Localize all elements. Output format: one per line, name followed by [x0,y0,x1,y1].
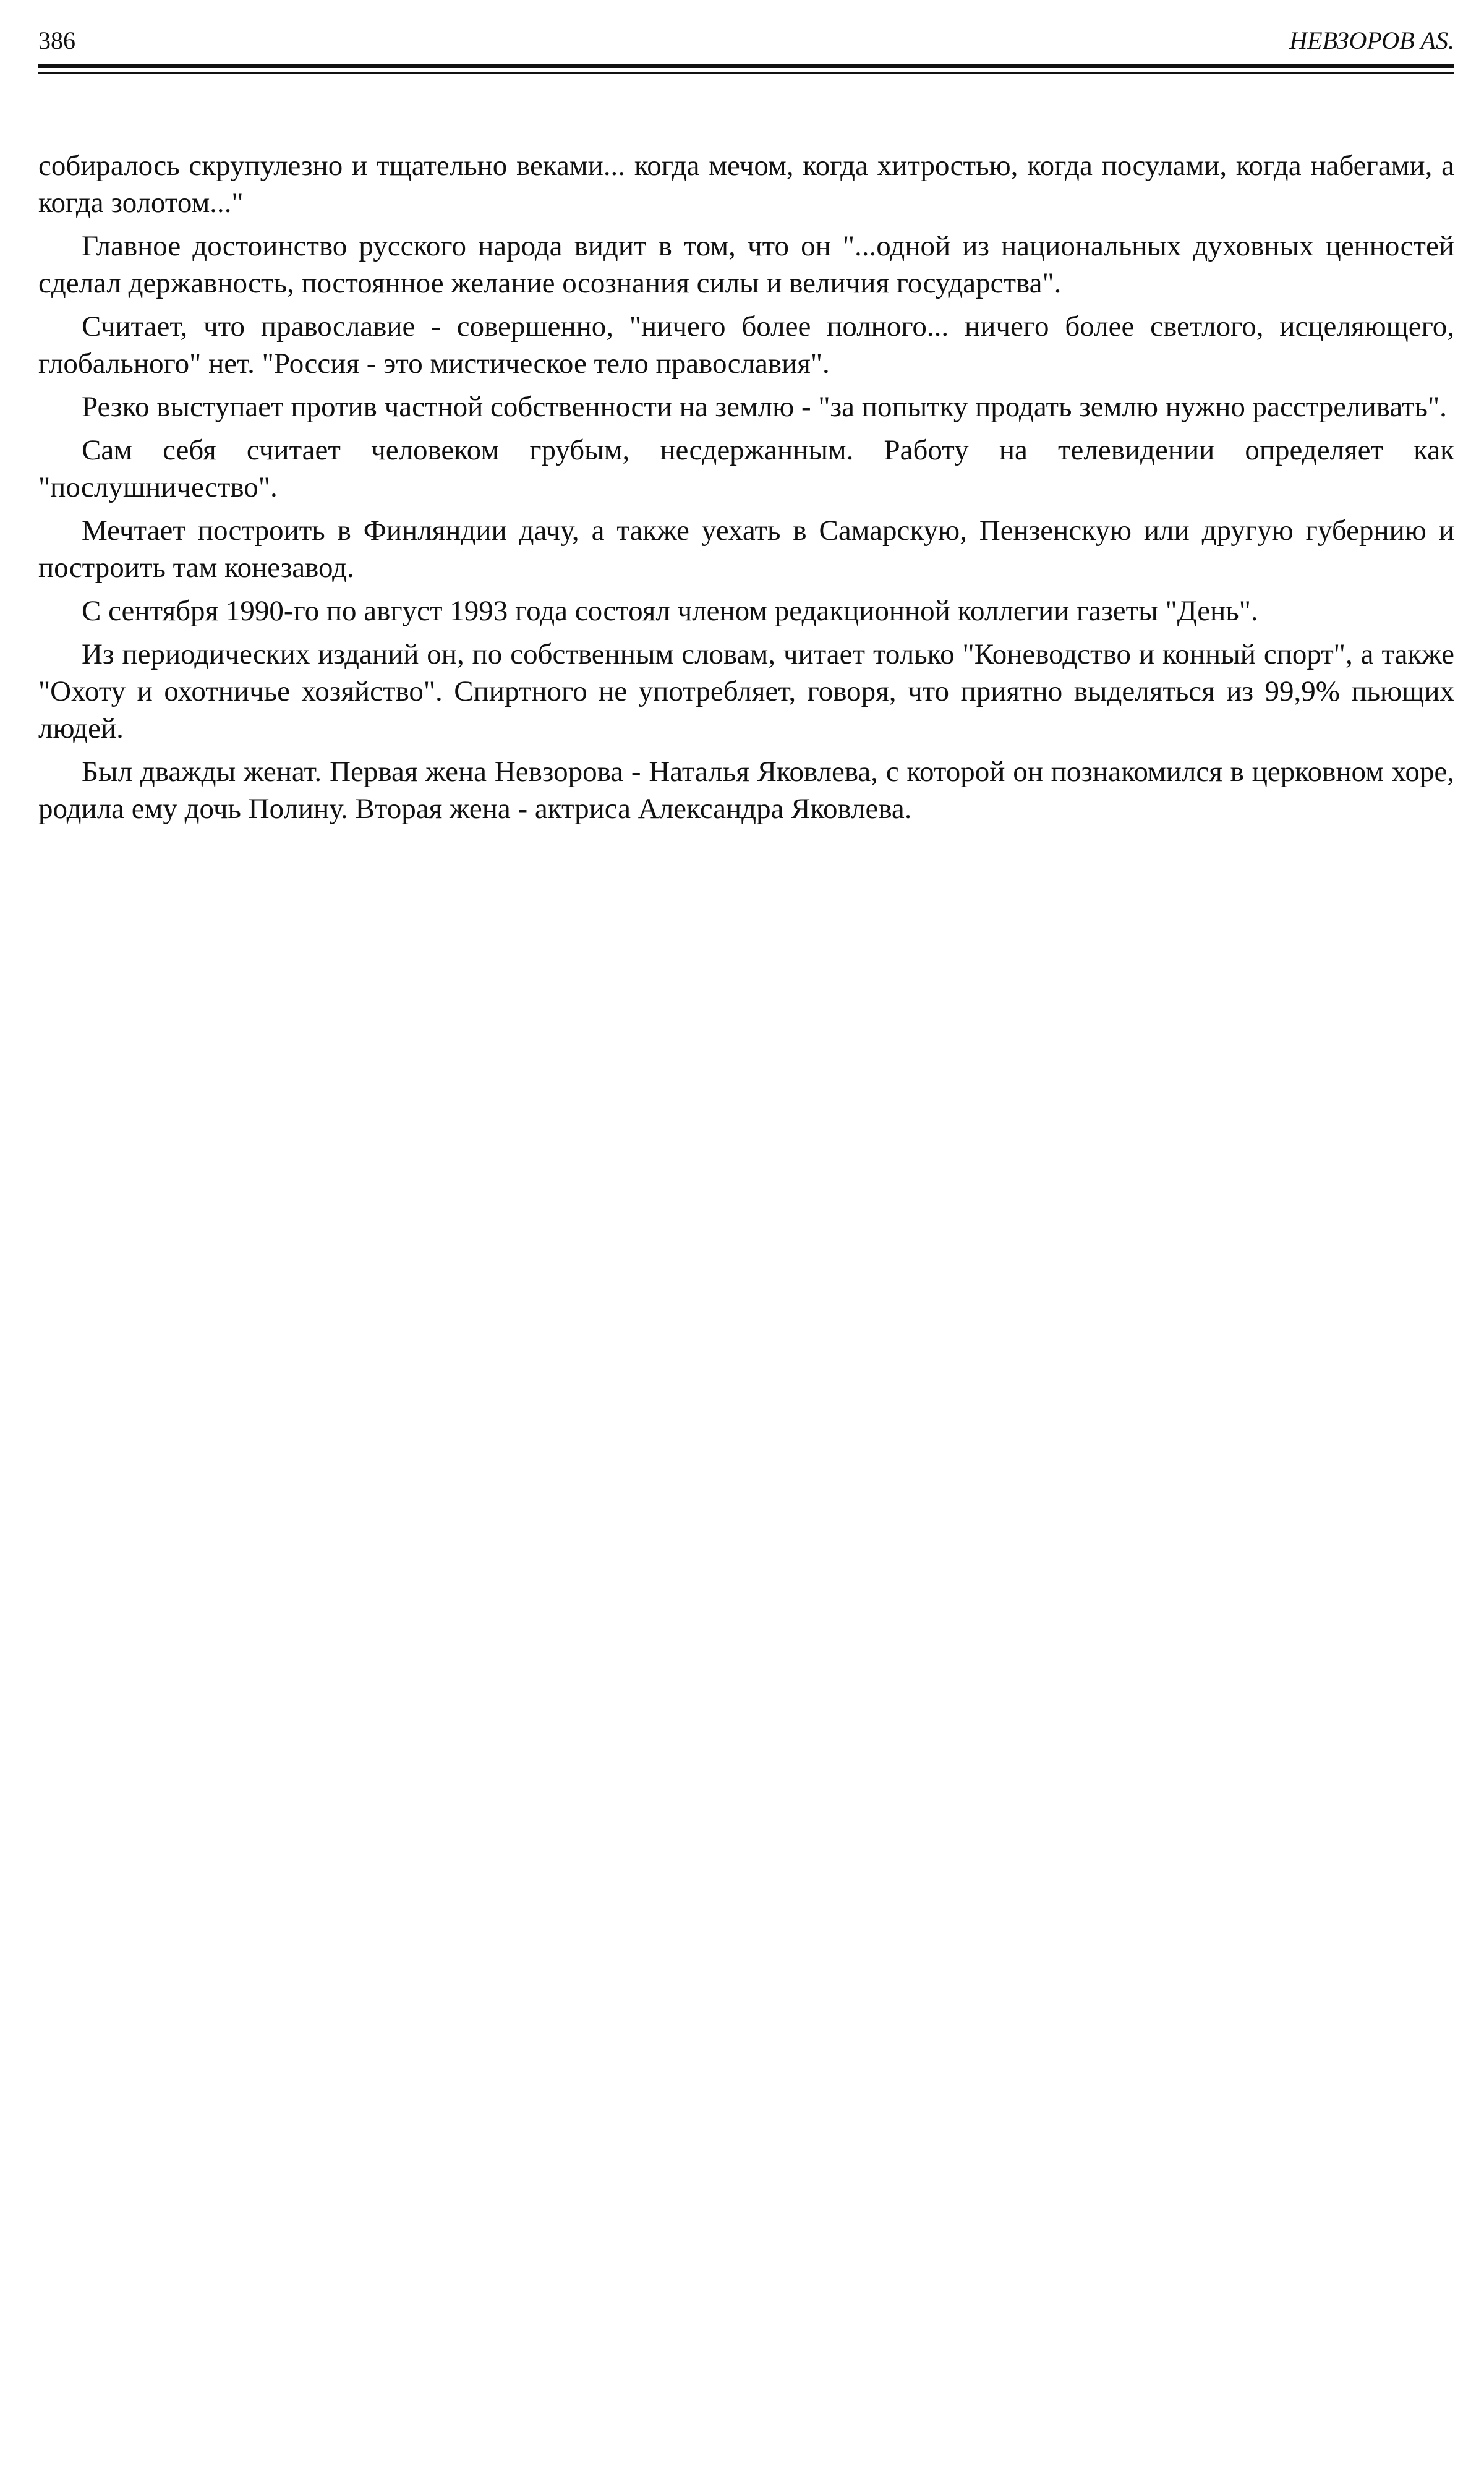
paragraph: Считает, что православие - совершенно, "ничего более полного... ничего более светлого, исцеляющего, глобального" нет. "Россия - это мистическое тело православия". [38,310,1454,380]
paragraph: Был дважды женат. Первая жена Невзорова - Наталья Яковлева, с которой он познакомился в церковном хоре, родила ему дочь Полину. Вторая жена - актриса Александра Яковлева. [38,756,1454,825]
paragraph-continuation: собиралось скрупулезно и тщательно веками... когда мечом, когда хитростью, когда посулами, когда набегами, а когда золотом..." [38,150,1454,219]
header-rule-thick [38,64,1454,68]
page-header [38,22,1454,59]
body-text [38,147,1454,834]
header-rule-thin [38,72,1454,74]
page-number: 386 [38,27,75,54]
paragraph: Сам себя считает человеком грубым, несдержанным. Работу на телевидении определяет как "послушничество". [38,434,1454,503]
paragraph: Главное достоинство русского народа видит в том, что он "...одной из национальных духовных ценностей сделал державность, постоянное желание осознания силы и величия государства". [38,230,1454,299]
paragraph: Резко выступает против частной собственности на землю - "за попытку продать землю нужно расстреливать". [82,391,1447,423]
running-head: НЕВЗОРОВ АS. [1289,27,1454,54]
paragraph: С сентября 1990-го по август 1993 года состоял членом редакционной коллегии газеты "День". [82,595,1258,627]
paragraph: Мечтает построить в Финляндии дачу, а также уехать в Самарскую, Пензенскую или другую губернию и построить там конезавод. [38,514,1454,584]
paragraph: Из периодических изданий он, по собственным словам, читает только "Коневодство и конный спорт", а также "Охоту и охотничье хозяйство". Спиртного не употребляет, говоря, что приятно выделяться из 99,9% пьющих людей. [38,638,1454,745]
